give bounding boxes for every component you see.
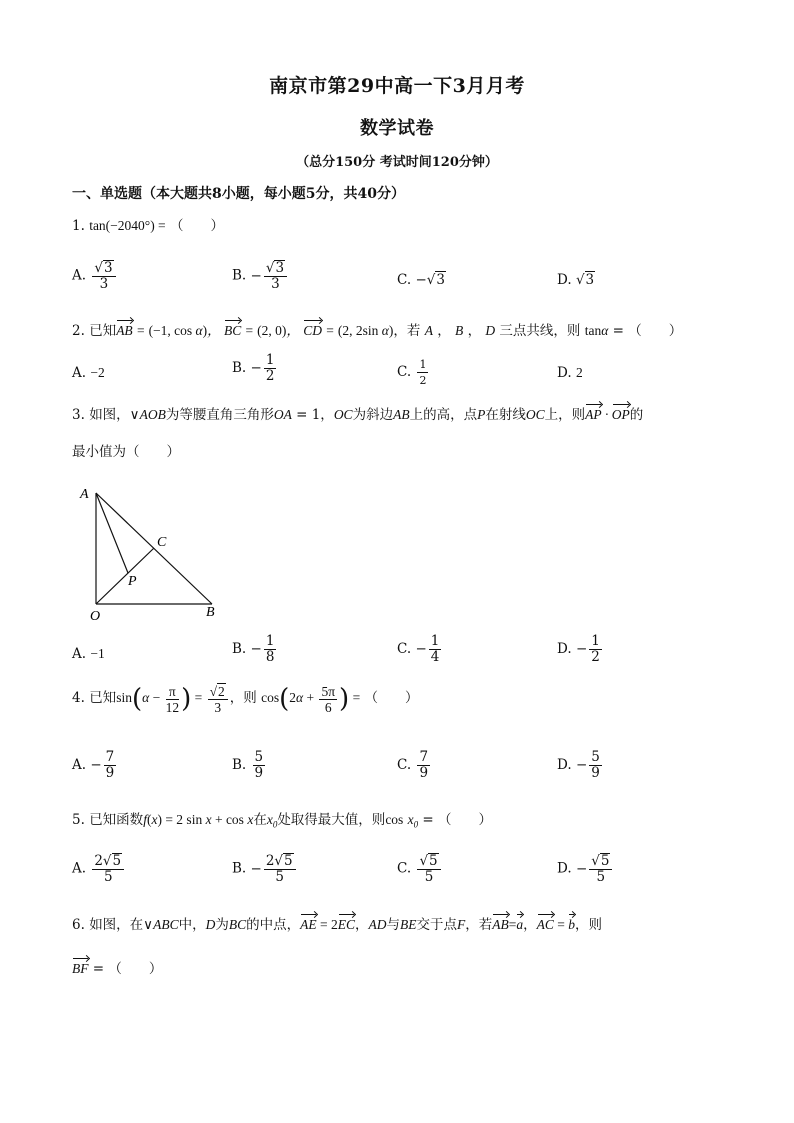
option-label: B. bbox=[232, 641, 247, 657]
option-math: − $\frac{5}{9}$ bbox=[575, 749, 600, 781]
label-c: C bbox=[157, 535, 167, 550]
option-label: A. bbox=[72, 646, 87, 662]
answer-blank: （ ） bbox=[364, 690, 419, 707]
question-text: ，若 bbox=[465, 917, 493, 933]
option-b[interactable] bbox=[232, 634, 278, 665]
option-label: D. bbox=[557, 757, 572, 773]
option-label: D. bbox=[557, 860, 572, 877]
page-title: 南京市第29中高一下3月月考 bbox=[269, 75, 525, 97]
option-label: B. bbox=[232, 360, 247, 376]
question-2: 2. 已知AB = (−1, cos α)， BC = (2, 0)， CD = (2, 2sin α)，若 A ， B ， D 三点共线，则 tanα = （ ） bbox=[72, 323, 683, 339]
question-math: sin(α − $\frac{\pi}{12}$ ) = $\frac{√2}{3}$ bbox=[116, 690, 230, 705]
option-c[interactable] bbox=[397, 357, 430, 388]
question-number: 3. bbox=[72, 407, 85, 423]
option-math: $\frac{5}{9}$ bbox=[254, 749, 264, 781]
question-text: 为 bbox=[215, 917, 229, 933]
option-d[interactable] bbox=[557, 365, 583, 381]
question-6-line2: BF = （ ） bbox=[72, 961, 163, 977]
option-a[interactable] bbox=[72, 853, 126, 885]
option-c[interactable] bbox=[397, 271, 446, 288]
option-math: √3 bbox=[575, 272, 595, 288]
option-label: D. bbox=[557, 365, 572, 381]
question-text: 上的高，点 bbox=[409, 407, 478, 423]
option-math: − $\frac{2√5}{5}$ bbox=[251, 861, 298, 877]
option-math: $\frac{√3}{3}$ bbox=[92, 260, 115, 292]
option-label: C. bbox=[397, 364, 412, 380]
option-label: D. bbox=[557, 641, 572, 657]
option-math: $\frac{7}{9}$ bbox=[419, 749, 429, 781]
question-expression: tan(−2040°) = bbox=[89, 218, 166, 233]
question-math: f(x) = 2 sin x + cos x bbox=[143, 812, 254, 827]
option-label: B. bbox=[232, 757, 247, 773]
option-a[interactable] bbox=[72, 365, 105, 381]
question-text: 交于点 bbox=[416, 917, 457, 933]
option-d[interactable] bbox=[557, 271, 595, 288]
question-text: 如图，∨ bbox=[89, 407, 140, 423]
question-3-line2: 最小值为（ ） bbox=[72, 444, 180, 460]
option-label: D. bbox=[557, 272, 572, 288]
question-math: AB = (−1, cos α)， BC = (2, 0)， CD = (2, 2sin α) bbox=[116, 323, 394, 338]
question-text: ， bbox=[523, 917, 537, 933]
question-text: 中， bbox=[178, 917, 206, 933]
segment-ap bbox=[96, 493, 128, 573]
label-o: O bbox=[90, 609, 101, 623]
question-number: 4. bbox=[72, 690, 85, 707]
question-text: 为斜边 bbox=[352, 407, 394, 423]
option-value: 2 bbox=[575, 365, 583, 380]
option-value: −1 bbox=[90, 646, 105, 661]
segment-oc bbox=[96, 548, 154, 604]
option-label: A. bbox=[72, 757, 87, 773]
option-label: C. bbox=[397, 272, 412, 288]
option-label: A. bbox=[72, 860, 87, 877]
answer-blank: （ ） bbox=[628, 323, 683, 339]
option-math: − $\frac{1}{2}$ bbox=[250, 352, 275, 384]
question-3: 3. 如图，∨AOB为等腰直角三角形OA = 1，OC为斜边AB上的高，点P在射线OC上，则AP · OP的 bbox=[72, 407, 644, 423]
question-text: ，则 bbox=[575, 917, 602, 933]
option-d[interactable] bbox=[557, 853, 614, 885]
question-text: 已知 bbox=[89, 323, 117, 339]
option-label: C. bbox=[397, 860, 412, 877]
option-math: − $\frac{1}{8}$ bbox=[250, 633, 275, 665]
question-number: 6. bbox=[72, 917, 85, 933]
question-text: 与 bbox=[386, 917, 400, 933]
option-math: $\frac{1}{2}$ bbox=[419, 358, 427, 387]
page-subtitle: 数学试卷 bbox=[360, 118, 434, 139]
question-1 bbox=[72, 217, 224, 235]
option-d[interactable] bbox=[557, 634, 604, 665]
option-value: −2 bbox=[90, 365, 105, 380]
option-b[interactable] bbox=[232, 353, 278, 384]
label-p: P bbox=[128, 574, 137, 589]
option-math: − $\frac{√3}{3}$ bbox=[251, 268, 290, 284]
option-label: B. bbox=[232, 860, 247, 877]
option-a[interactable] bbox=[72, 260, 118, 292]
question-text: 已知 bbox=[89, 690, 117, 707]
option-a[interactable] bbox=[72, 646, 105, 662]
answer-blank: （ ） bbox=[108, 961, 163, 977]
label-b: B bbox=[206, 605, 215, 620]
option-math: − $\frac{1}{2}$ bbox=[575, 633, 600, 665]
question-text: 为等腰直角三角形 bbox=[165, 407, 274, 423]
option-label: A. bbox=[72, 365, 87, 381]
option-math: − $\frac{1}{4}$ bbox=[415, 633, 440, 665]
label-a: A bbox=[80, 487, 89, 502]
option-b[interactable] bbox=[232, 750, 267, 781]
answer-blank: （ ） bbox=[438, 812, 493, 828]
option-label: B. bbox=[232, 267, 247, 284]
option-label: A. bbox=[72, 267, 87, 284]
triangle-figure bbox=[75, 483, 225, 623]
question-number: 2. bbox=[72, 323, 85, 339]
question-text: 的中点， bbox=[246, 917, 301, 933]
question-text: 如图，在∨ bbox=[89, 917, 154, 933]
question-number: 1. bbox=[72, 218, 85, 234]
option-math: −√3 bbox=[415, 272, 445, 288]
option-label: C. bbox=[397, 641, 412, 657]
option-label: C. bbox=[397, 757, 412, 773]
option-math: $\frac{√5}{5}$ bbox=[417, 853, 440, 885]
option-c[interactable] bbox=[397, 853, 443, 885]
question-6: 6. 如图，在∨ABC中，D为BC的中点，AE = 2EC，AD与BE交于点F，若AB=a，AC = b，则 bbox=[72, 917, 602, 933]
question-text: 上，则 bbox=[544, 407, 586, 423]
option-a[interactable] bbox=[72, 750, 118, 781]
option-math: − $\frac{7}{9}$ bbox=[90, 749, 115, 781]
section-heading: 一、单选题（本大题共8小题，每小题5分，共40分） bbox=[72, 186, 405, 202]
question-text: 的 bbox=[629, 407, 644, 423]
option-d[interactable] bbox=[557, 750, 604, 781]
question-text: ， bbox=[354, 917, 369, 933]
option-b[interactable] bbox=[232, 853, 298, 885]
question-number: 5. bbox=[72, 812, 85, 828]
question-4: 4. 已知sin(α − $\frac{\pi}{12}$ ) = $\frac{√2}{3}$ ，则 cos(2α + $\frac{5\pi}{6}$ ) = （ ） bbox=[72, 683, 419, 715]
option-math: $\frac{2√5}{5}$ bbox=[92, 853, 124, 885]
question-text: 在 bbox=[253, 812, 267, 828]
option-c[interactable] bbox=[397, 634, 443, 665]
question-5: 5. 已知函数f(x) = 2 sin x + cos x在$x_0$处取得最大值，则$\cos x_0$ = （ ） bbox=[72, 812, 493, 830]
question-text: 已知函数 bbox=[89, 812, 144, 828]
answer-blank: （ ） bbox=[169, 218, 224, 234]
question-text: 处取得最大值，则 bbox=[277, 812, 386, 828]
option-c[interactable] bbox=[397, 750, 432, 781]
option-math: − $\frac{√5}{5}$ bbox=[576, 861, 615, 877]
option-b[interactable] bbox=[232, 260, 289, 292]
question-text: 在射线 bbox=[485, 407, 526, 423]
exam-meta: （总分150分 考试时间120分钟） bbox=[296, 155, 498, 170]
